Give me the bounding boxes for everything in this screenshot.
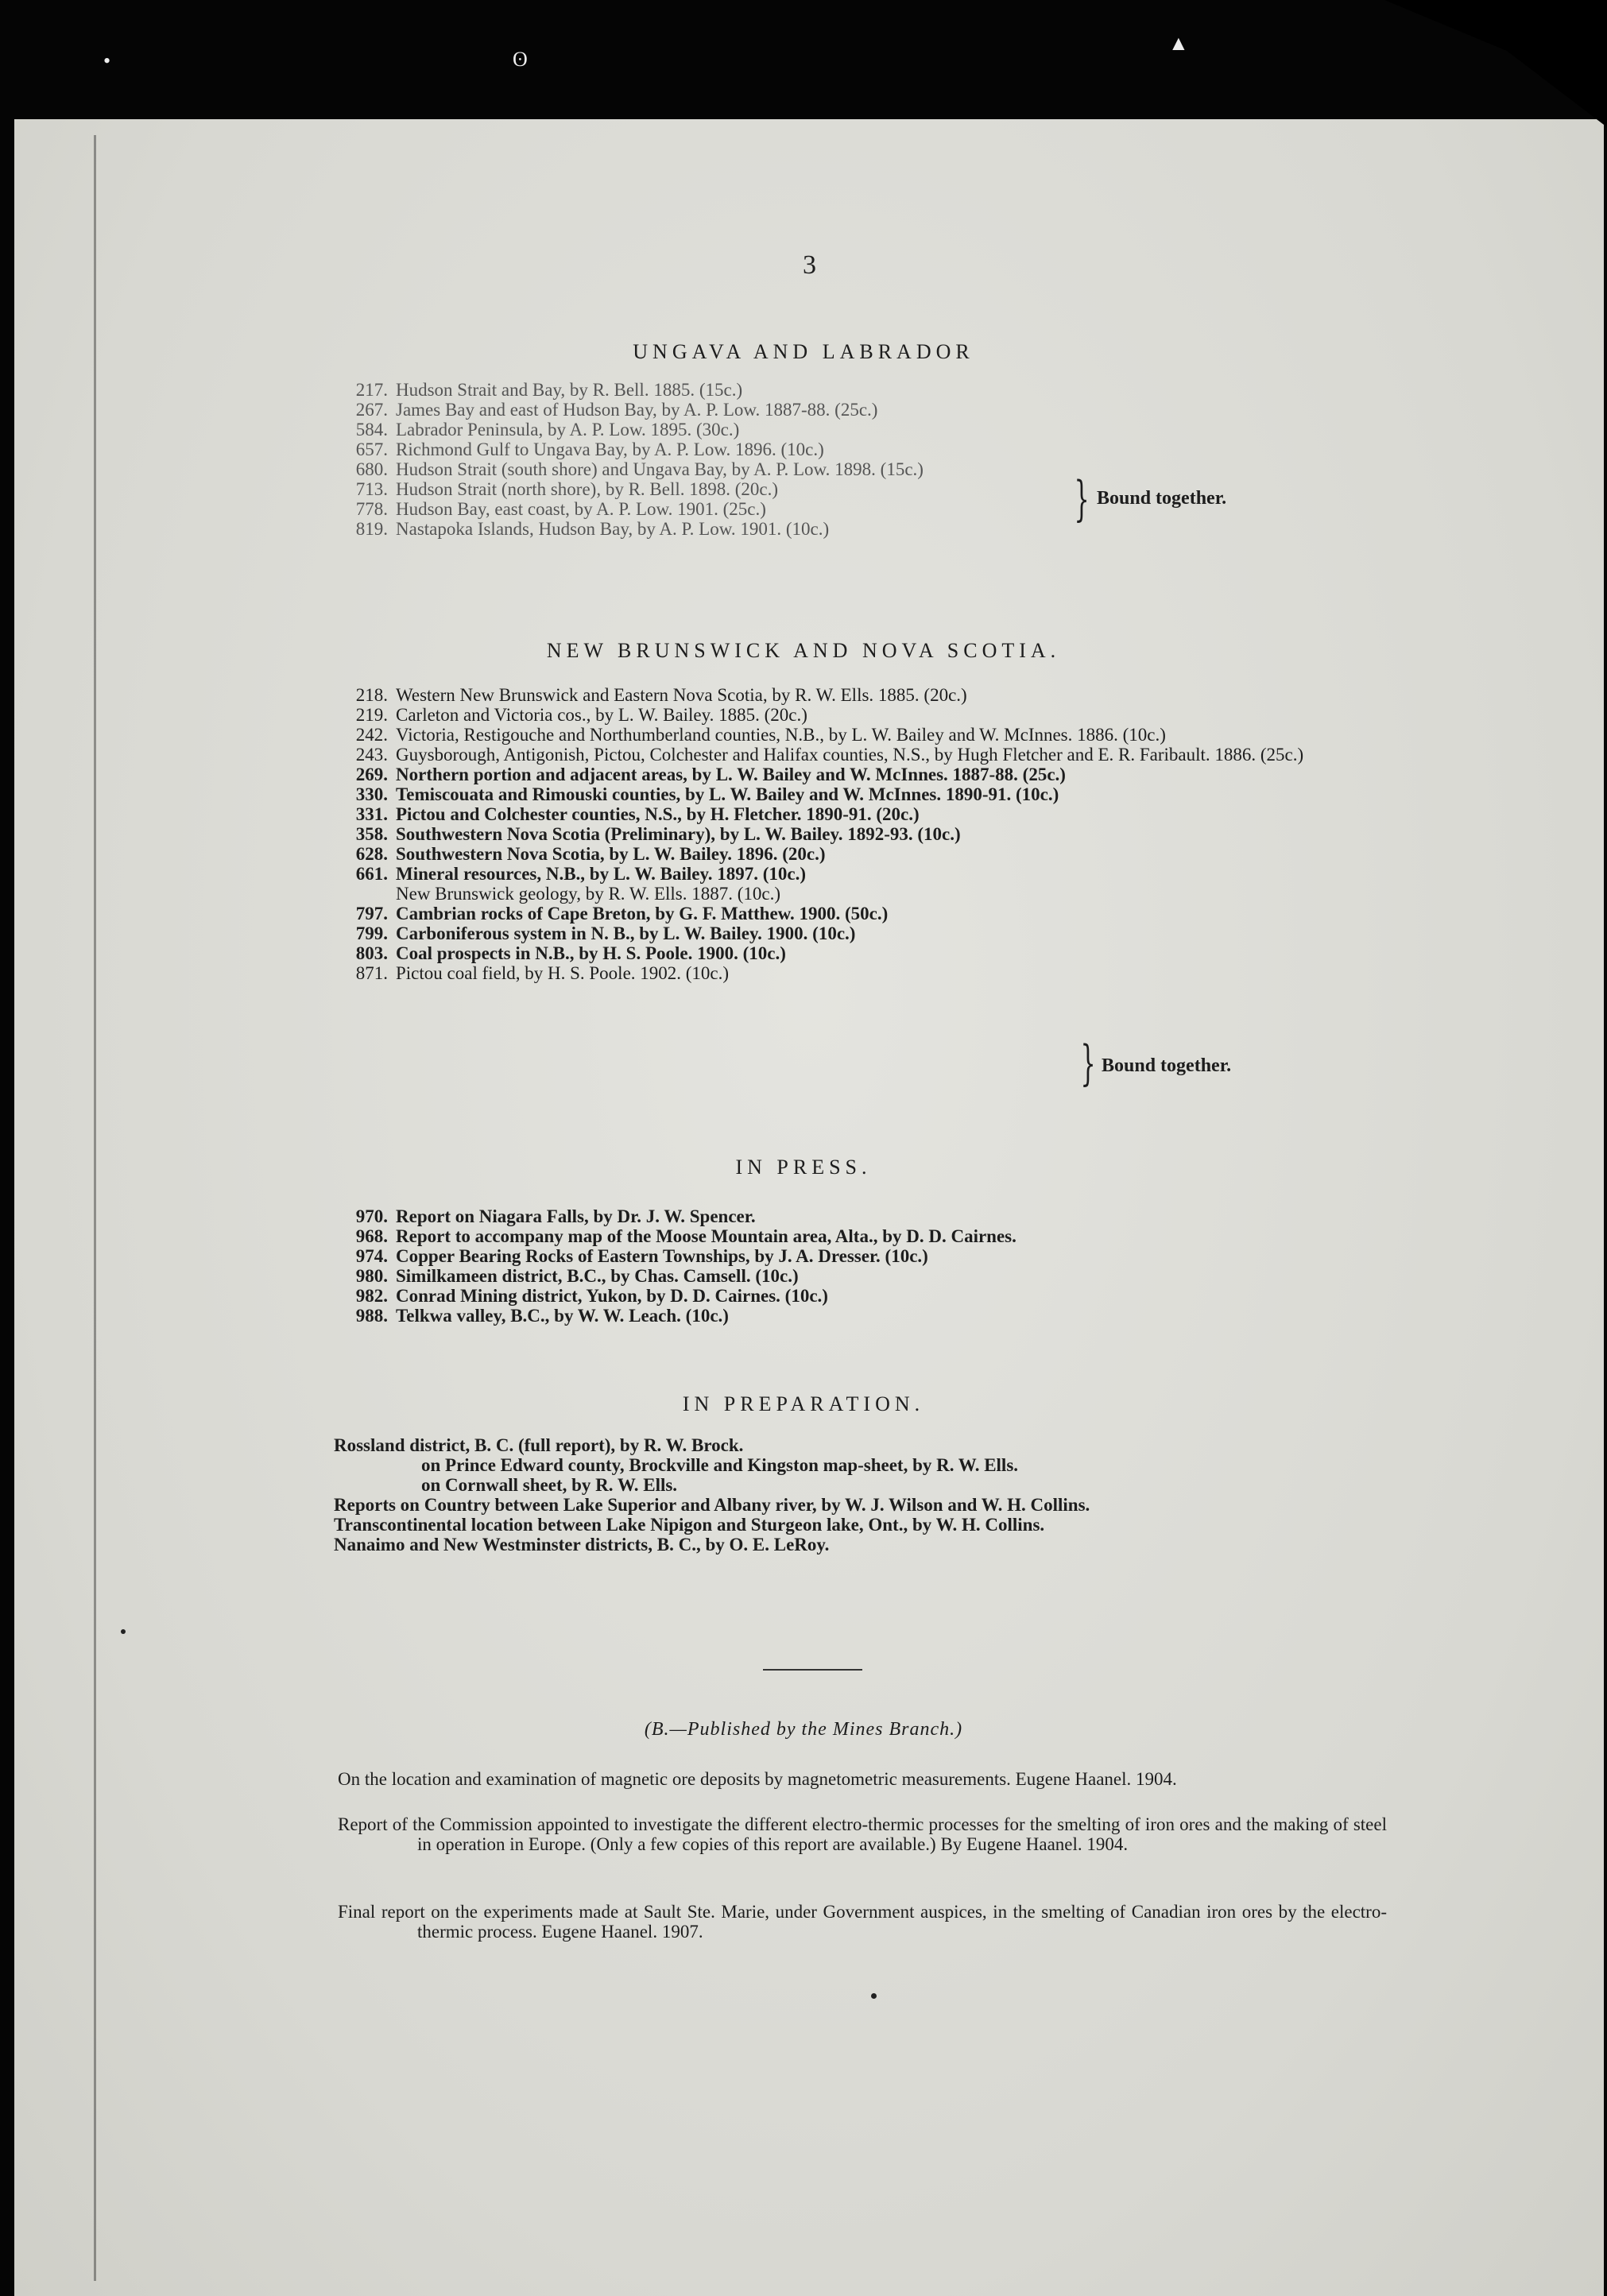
list-item: 799. Carboniferous system in N. B., by L. W. Bailey. 1900. (10c.) xyxy=(355,923,856,943)
mines-branch-entry: On the location and examination of magnetic ore deposits by magnetometric measurements. Eugene Haanel. 1904. xyxy=(338,1769,1177,1789)
list-item: Rossland district, B. C. (full report), by R. W. Brock. xyxy=(334,1435,744,1455)
section-title-in-preparation: IN PREPARATION. xyxy=(682,1392,925,1415)
section-title-new-brunswick: NEW BRUNSWICK AND NOVA SCOTIA. xyxy=(546,639,1061,662)
page-edge-shadow xyxy=(94,135,96,2281)
bound-together-note: Bound together. xyxy=(1097,488,1227,509)
list-item: 982. Conrad Mining district, Yukon, by D. D. Cairnes. (10c.) xyxy=(355,1286,828,1306)
print-dot xyxy=(871,1993,877,1999)
ungava-list xyxy=(334,380,1311,539)
list-item: 331. Pictou and Colchester counties, N.S., by H. Fletcher. 1890-91. (20c.) xyxy=(355,804,920,824)
list-item: 628. Southwestern Nova Scotia, by L. W. Bailey. 1896. (20c.) xyxy=(355,844,826,864)
list-item: 657. Richmond Gulf to Ungava Bay, by A. P. Low. 1896. (10c.) xyxy=(355,439,824,459)
list-item: 269. Northern portion and adjacent areas, by L. W. Bailey and W. McInnes. 1887-88. (25c.) xyxy=(355,765,1066,784)
list-item: 267. James Bay and east of Hudson Bay, by A. P. Low. 1887-88. (25c.) xyxy=(355,400,878,420)
in-preparation-list xyxy=(334,1435,1311,1555)
print-dot xyxy=(121,1629,126,1634)
in-press-list xyxy=(334,1206,1311,1326)
list-item: 661. Mineral resources, N.B., by L. W. Bailey. 1897. (10c.) xyxy=(355,864,806,884)
brace-glyph: } xyxy=(1074,471,1090,527)
list-item: 970. Report on Niagara Falls, by Dr. J. W. Spencer. xyxy=(355,1206,756,1226)
bound-together-note: Bound together. xyxy=(1102,1055,1232,1076)
list-item: Reports on Country between Lake Superior and Albany river, by W. J. Wilson and W. H. Collins. xyxy=(334,1495,1090,1515)
list-item: on Prince Edward county, Brockville and Kingston map-sheet, by R. W. Ells. xyxy=(421,1455,1019,1475)
section-title-ungava: UNGAVA AND LABRADOR xyxy=(633,340,974,363)
list-item: on Cornwall sheet, by R. W. Ells. xyxy=(421,1475,678,1495)
page-number: 3 xyxy=(803,250,816,280)
list-item: Transcontinental location between Lake Nipigon and Sturgeon lake, Ont., by W. H. Collins. xyxy=(334,1515,1045,1535)
list-item: 713. Hudson Strait (north shore), by R. Bell. 1898. (20c.) xyxy=(355,479,779,499)
mines-branch-entry: Report of the Commission appointed to investigate the different electro-thermic processes for the smelting of iron ores and the making of steel in operation in Europe. (Only a few copies of this report are available.) By Eugene Haanel. 1904. xyxy=(338,1814,1387,1854)
list-item: 584. Labrador Peninsula, by A. P. Low. 1895. (30c.) xyxy=(355,420,740,439)
section-divider xyxy=(763,1669,862,1671)
list-item: 797. Cambrian rocks of Cape Breton, by G. F. Matthew. 1900. (50c.) xyxy=(355,904,889,923)
list-item: 219. Carleton and Victoria cos., by L. W. Bailey. 1885. (20c.) xyxy=(355,705,807,725)
list-item: Nanaimo and New Westminster districts, B. C., by O. E. LeRoy. xyxy=(334,1535,830,1555)
list-item: 217. Hudson Strait and Bay, by R. Bell. 1885. (15c.) xyxy=(355,380,743,400)
list-item: 968. Report to accompany map of the Moose Mountain area, Alta., by D. D. Cairnes. xyxy=(355,1226,1016,1246)
list-item: 803. Coal prospects in N.B., by H. S. Poole. 1900. (10c.) xyxy=(355,943,786,963)
list-item: 778. Hudson Bay, east coast, by A. P. Low. 1901. (25c.) xyxy=(355,499,766,519)
new-brunswick-list xyxy=(334,685,1311,983)
scan-speck: ʘ xyxy=(513,48,528,71)
list-item: New Brunswick geology, by R. W. Ells. 1887. (10c.) xyxy=(396,884,781,904)
mines-branch-heading: (B.—Published by the Mines Branch.) xyxy=(644,1719,963,1740)
list-item: 680. Hudson Strait (south shore) and Ungava Bay, by A. P. Low. 1898. (15c.) xyxy=(355,459,924,479)
list-item: 871. Pictou coal field, by H. S. Poole. 1902. (10c.) xyxy=(355,963,730,983)
list-item: 218. Western New Brunswick and Eastern Nova Scotia, by R. W. Ells. 1885. (20c.) xyxy=(355,685,967,705)
scan-speck: ▲ xyxy=(1168,32,1189,55)
list-item: 974. Copper Bearing Rocks of Eastern Townships, by J. A. Dresser. (10c.) xyxy=(355,1246,928,1266)
list-item: 243. Guysborough, Antigonish, Pictou, Colchester and Halifax counties, N.S., by Hugh Fletcher and E. R. Faribault. 1886. (25c.) xyxy=(355,745,1304,765)
list-item: 242. Victoria, Restigouche and Northumberland counties, N.B., by L. W. Bailey and W. McInnes. 1886. (10c.) xyxy=(355,725,1166,745)
list-item: 330. Temiscouata and Rimouski counties, by L. W. Bailey and W. McInnes. 1890-91. (10c.) xyxy=(355,784,1059,804)
mines-branch-entry: Final report on the experiments made at Sault Ste. Marie, under Government auspices, in the smelting of Canadian iron ores by the electro-thermic process. Eugene Haanel. 1907. xyxy=(338,1902,1387,1942)
section-title-in-press: IN PRESS. xyxy=(735,1156,872,1179)
list-item: 358. Southwestern Nova Scotia (Preliminary), by L. W. Bailey. 1892-93. (10c.) xyxy=(355,824,961,844)
list-item: 988. Telkwa valley, B.C., by W. W. Leach. (10c.) xyxy=(355,1306,729,1326)
list-item: 819. Nastapoka Islands, Hudson Bay, by A. P. Low. 1901. (10c.) xyxy=(355,519,830,539)
brace-glyph: } xyxy=(1080,1036,1096,1091)
list-item: 980. Similkameen district, B.C., by Chas. Camsell. (10c.) xyxy=(355,1266,799,1286)
scan-speck: • xyxy=(103,49,111,72)
